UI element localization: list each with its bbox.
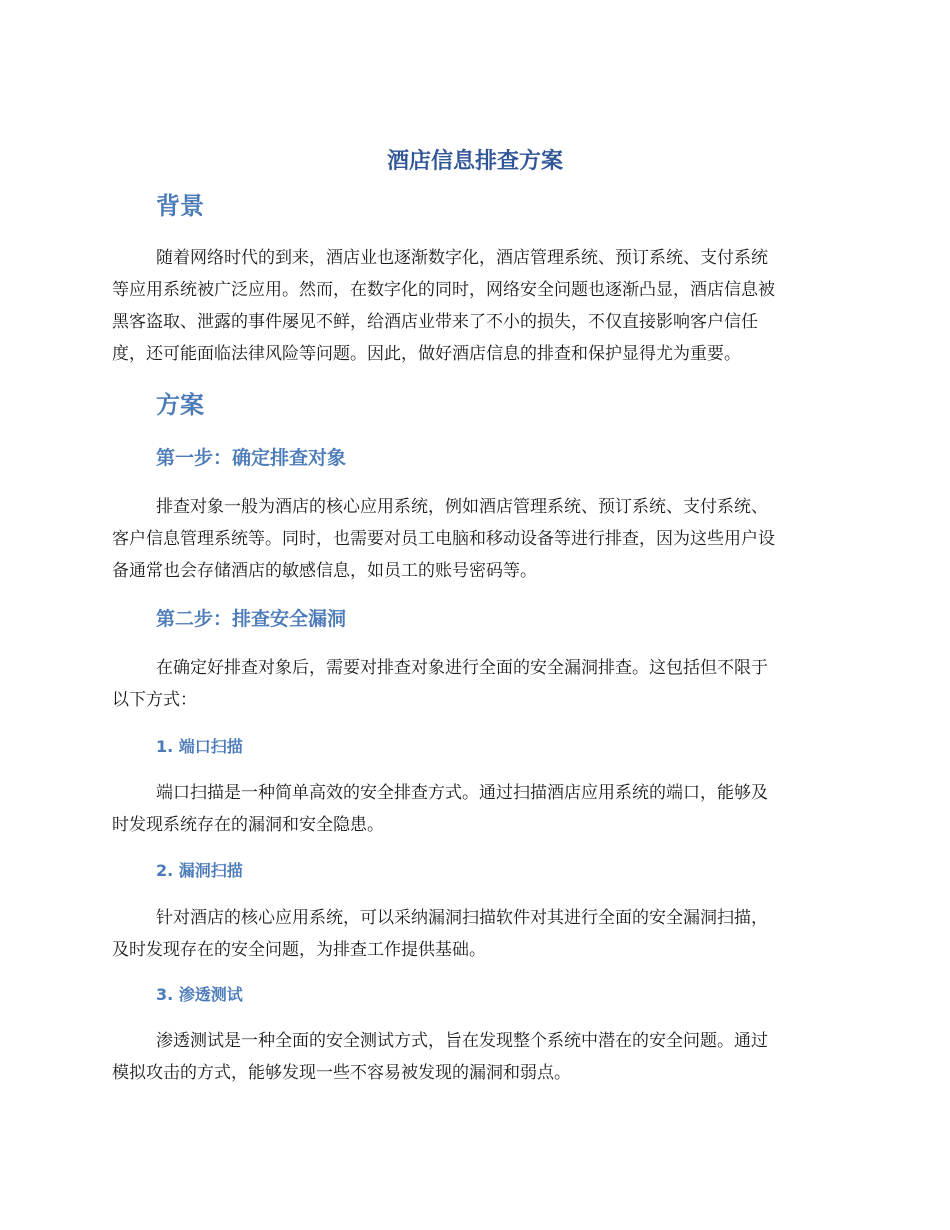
section-heading-background: 背景: [156, 192, 204, 220]
paragraph-line: 端口扫描是一种简单高效的安全排查方式。通过扫描酒店应用系统的端口，能够及: [156, 783, 768, 803]
paragraph-line: 针对酒店的核心应用系统，可以采纳漏洞扫描软件对其进行全面的安全漏洞扫描，: [156, 908, 768, 928]
method-heading-penetration-test: 3. 渗透测试: [156, 985, 243, 1004]
paragraph-line: 渗透测试是一种全面的安全测试方式，旨在发现整个系统中潜在的安全问题。通过: [156, 1031, 768, 1051]
background-paragraph: [112, 242, 840, 370]
step-heading-identify-targets: 第一步：确定排查对象: [156, 447, 347, 469]
paragraph-line: 模拟攻击的方式，能够发现一些不容易被发现的漏洞和弱点。: [112, 1063, 571, 1083]
method-heading-vulnerability-scan: 2. 漏洞扫描: [156, 861, 243, 880]
paragraph-line: 度，还可能面临法律风险等问题。因此，做好酒店信息的排查和保护显得尤为重要。: [112, 344, 741, 364]
step-two-paragraph: [112, 652, 840, 716]
page-title: 酒店信息排查方案: [386, 149, 563, 174]
paragraph-line: 备通常也会存储酒店的敏感信息，如员工的账号密码等。: [112, 561, 537, 581]
port-scan-paragraph: [112, 777, 840, 841]
paragraph-line: 在确定好排查对象后，需要对排查对象进行全面的安全漏洞排查。这包括但不限于: [156, 658, 768, 678]
paragraph-line: 随着网络时代的到来，酒店业也逐渐数字化，酒店管理系统、预订系统、支付系统: [156, 248, 768, 268]
penetration-test-paragraph: [112, 1025, 840, 1089]
paragraph-line: 黑客盗取、泄露的事件屡见不鲜，给酒店业带来了不小的损失，不仅直接影响客户信任: [112, 312, 758, 332]
vulnerability-scan-paragraph: [112, 902, 840, 966]
section-heading-plan: 方案: [156, 391, 204, 419]
step-heading-scan-vulnerabilities: 第二步：排查安全漏洞: [156, 608, 347, 630]
paragraph-line: 时发现系统存在的漏洞和安全隐患。: [112, 815, 384, 835]
paragraph-line: 以下方式：: [112, 690, 197, 710]
paragraph-line: 客户信息管理系统等。同时，也需要对员工电脑和移动设备等进行排查，因为这些用户设: [112, 529, 775, 549]
method-heading-port-scan: 1. 端口扫描: [156, 737, 243, 756]
step-one-paragraph: [112, 491, 840, 587]
paragraph-line: 排查对象一般为酒店的核心应用系统，例如酒店管理系统、预订系统、支付系统、: [156, 497, 768, 517]
paragraph-line: 及时发现存在的安全问题，为排查工作提供基础。: [112, 940, 486, 960]
paragraph-line: 等应用系统被广泛应用。然而，在数字化的同时，网络安全问题也逐渐凸显，酒店信息被: [112, 280, 775, 300]
